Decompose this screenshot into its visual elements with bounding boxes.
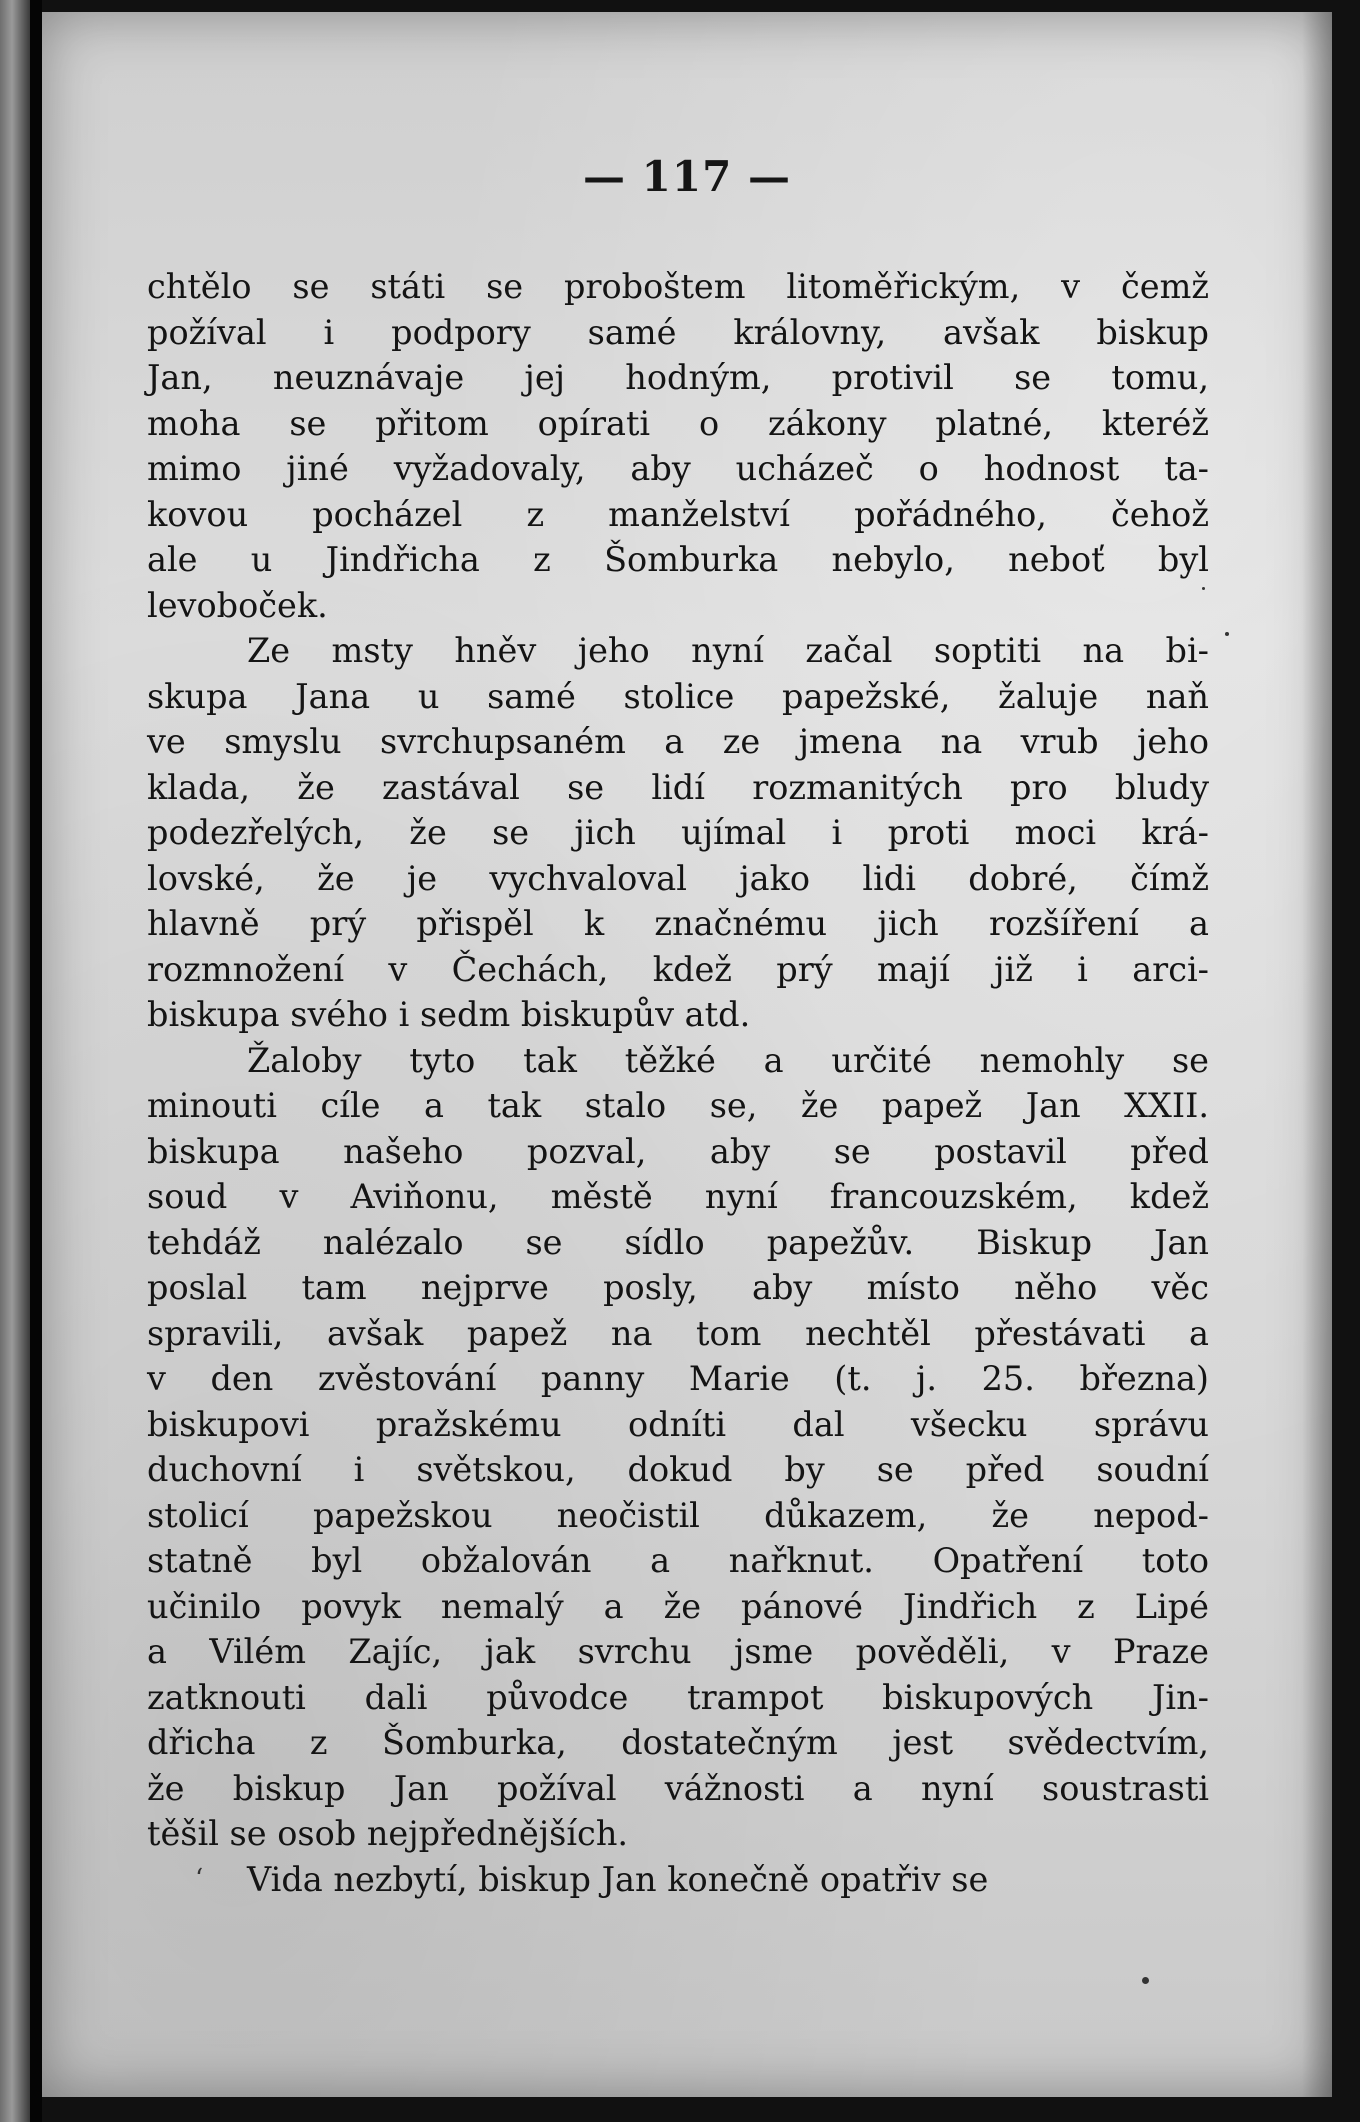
text-line: ‘ Vida nezbytí, biskup Jan konečně opatřiv se — [147, 1857, 1209, 1903]
text-line: podezřelých, že se jich ujímal i proti moci krá- — [147, 813, 1209, 852]
text-line: lovské, že je vychvaloval jako lidi dobré, čímž — [147, 858, 1209, 898]
page-number: — 117 — — [583, 152, 791, 201]
text-line: ale u Jindřicha z Šomburka nebylo, neboť byl — [147, 540, 1209, 579]
text-line: a Vilém Zajíc, jak svrchu jsme pověděli, v Praze — [147, 1632, 1209, 1671]
text-line: dřicha z Šomburka, dostatečným jest svědectvím, — [147, 1723, 1209, 1762]
text-line: duchovní i světskou, dokud by se před soudní — [147, 1450, 1209, 1489]
binding-strip — [0, 0, 30, 2122]
text-line: v den zvěstování panny Marie (t. j. 25. března) — [147, 1359, 1209, 1398]
text-line: moha se přitom opírati o zákony platné, kteréž — [147, 403, 1209, 443]
text-line: minouti cíle a tak stalo se, že papež Jan XXII. — [147, 1086, 1209, 1125]
book-page — [42, 12, 1332, 2097]
text-line: těšil se osob nejpřednějších. — [147, 1814, 629, 1853]
text-line: že biskup Jan požíval vážnosti a nyní soustrasti — [147, 1768, 1209, 1808]
text-line: spravili, avšak papež na tom nechtěl přestávati a — [147, 1313, 1209, 1353]
spine-shadow — [30, 0, 42, 2122]
dust-speck — [1225, 632, 1229, 636]
text-line: klada, že zastával se lidí rozmanitých pro bludy — [147, 767, 1209, 807]
text-line: zatknouti dali původce trampot biskupových Jin- — [147, 1677, 1209, 1717]
page-edge-shadow — [1302, 12, 1332, 2097]
body-text — [147, 264, 1209, 1902]
text-line: Jan, neuznávaje jej hodným, protivil se tomu, — [147, 358, 1209, 397]
text-line: učinilo povyk nemalý a že pánové Jindřich z Lipé — [147, 1586, 1209, 1626]
text-line: stolicí papežskou neočistil důkazem, že nepod- — [147, 1495, 1209, 1535]
text-line: Ze msty hněv jeho nyní začal soptiti na bi- — [247, 631, 1209, 670]
text-line: hlavně prý přispěl k značnému jich rozšíření a — [147, 904, 1209, 943]
text-line: statně byl obžalován a nařknut. Opatření toto — [147, 1541, 1209, 1580]
dust-speck — [1202, 587, 1205, 590]
text-line: Žaloby tyto tak těžké a určité nemohly se — [247, 1040, 1209, 1080]
text-line: biskupa našeho pozval, aby se postavil před — [147, 1131, 1209, 1171]
text-line: rozmnožení v Čechách, kdež prý mají již i arci- — [147, 949, 1209, 989]
text-line: ve smyslu svrchupsaném a ze jmena na vrub jeho — [147, 722, 1209, 761]
text-line: skupa Jana u samé stolice papežské, žaluje naň — [147, 676, 1209, 716]
text-line: biskupovi pražskému odníti dal všecku správu — [147, 1404, 1209, 1444]
text-line: soud v Aviňonu, městě nyní francouzském, kdež — [147, 1177, 1209, 1216]
text-line: požíval i podpory samé královny, avšak biskup — [147, 312, 1209, 352]
text-line: mimo jiné vyžadovaly, aby ucházeč o hodnost ta- — [147, 449, 1209, 488]
text-line: tehdáž nalézalo se sídlo papežův. Biskup Jan — [147, 1222, 1209, 1262]
dust-speck — [1142, 1977, 1149, 1984]
text-line: kovou pocházel z manželství pořádného, čehož — [147, 494, 1209, 534]
text-line: biskupa svého i sedm biskupův atd. — [147, 995, 751, 1034]
text-line: chtělo se státi se proboštem litoměřickým, v čemž — [147, 267, 1209, 306]
text-line: levoboček. — [147, 585, 328, 625]
text-line: poslal tam nejprve posly, aby místo něho věc — [147, 1268, 1209, 1307]
